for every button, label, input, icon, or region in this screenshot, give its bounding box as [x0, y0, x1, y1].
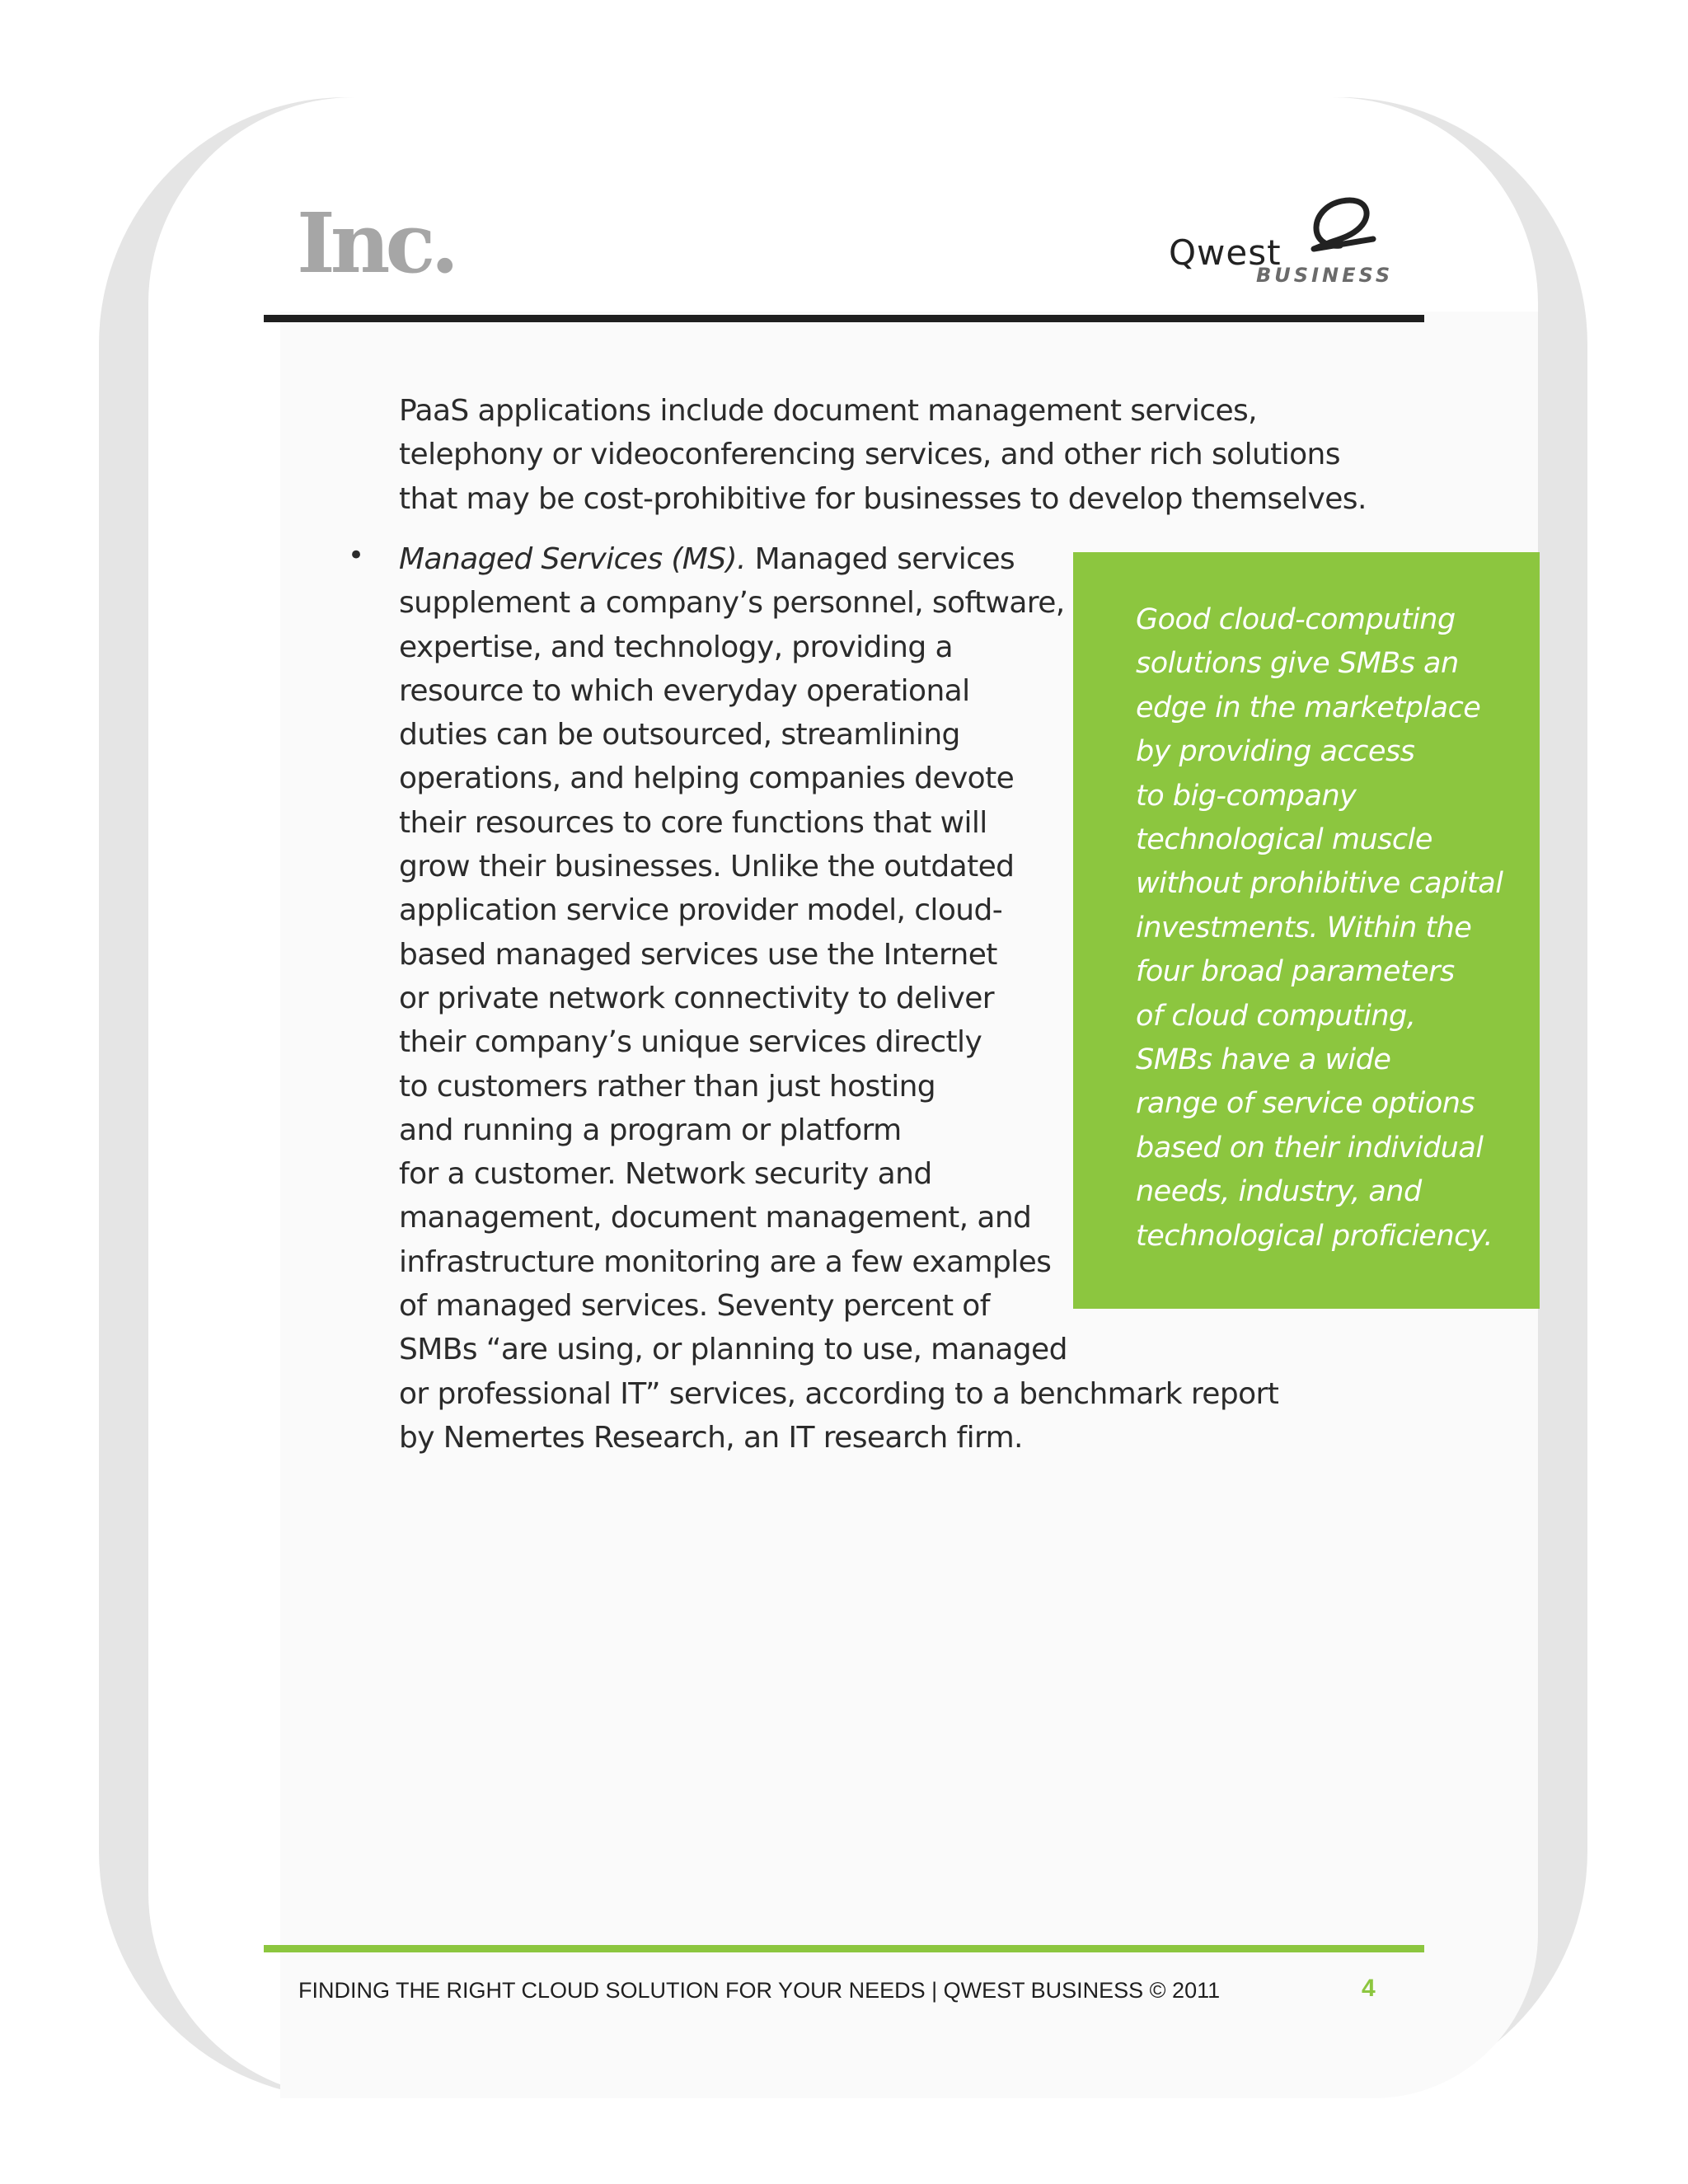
paragraph-line: by Nemertes Research, an IT research firm.	[399, 1420, 1023, 1455]
paragraph-line: their company’s unique services directly	[399, 1025, 982, 1060]
paragraph-line: for a customer. Network security and	[399, 1157, 932, 1192]
pull-quote-line: SMBs have a wide	[1136, 1043, 1391, 1077]
pull-quote-line: edge in the marketplace	[1136, 691, 1481, 724]
qwest-logo-business: BUSINESS	[1256, 264, 1394, 287]
pull-quote-line: investments. Within the	[1136, 911, 1472, 944]
pull-quote-line: without prohibitive capital	[1136, 867, 1503, 901]
qwest-business-logo	[1169, 191, 1394, 290]
pull-quote-line: Good cloud-computing	[1136, 603, 1456, 636]
paragraph-line: supplement a company’s personnel, software,	[399, 586, 1065, 621]
paragraph-line: resource to which everyday operational	[399, 673, 970, 708]
paragraph-line: to customers rather than just hosting	[399, 1069, 936, 1104]
pull-quote-text	[1136, 598, 1540, 1258]
paragraph-line: infrastructure monitoring are a few examples	[399, 1244, 1052, 1279]
managed-services-term: Managed Services (MS).	[399, 542, 746, 576]
header-divider	[264, 315, 1424, 322]
pull-quote-line: of cloud computing,	[1136, 999, 1416, 1033]
pull-quote-line: four broad parameters	[1136, 955, 1455, 989]
footer-divider	[264, 1945, 1424, 1952]
pull-quote-line: technological muscle	[1136, 823, 1432, 857]
pull-quote-line: needs, industry, and	[1136, 1175, 1422, 1209]
paragraph-line: operations, and helping companies devote	[399, 762, 1015, 796]
paragraph-line: duties can be outsourced, streamlining	[399, 718, 960, 752]
pull-quote-callout	[1073, 552, 1540, 1309]
qwest-q-swoosh-icon	[1291, 191, 1390, 257]
qwest-logo-word: Qwest	[1169, 232, 1282, 273]
paragraph-line: SMBs “are using, or planning to use, managed	[399, 1333, 1067, 1367]
inc-logo: Inc.	[297, 194, 455, 292]
page-number: 4	[1362, 1975, 1376, 2002]
paragraph-line: grow their businesses. Unlike the outdated	[399, 850, 1015, 884]
paragraph-line: their resources to core functions that will	[399, 805, 987, 840]
pull-quote-line: range of service options	[1136, 1087, 1475, 1121]
paragraph-line: Managed services	[745, 542, 1015, 576]
pull-quote-line: solutions give SMBs an	[1136, 647, 1459, 681]
paragraph-line: or private network connectivity to deliver	[399, 981, 994, 1015]
paragraph-line: management, document management, and	[399, 1201, 1032, 1235]
paragraph-line: based managed services use the Internet	[399, 937, 997, 972]
intro-paragraph: PaaS applications include document management services, telephony or videoconferencing services, and other rich solutions that may be cost-prohibitive for businesses to develop themselves.	[399, 394, 1367, 516]
pull-quote-line: to big-company	[1136, 779, 1357, 813]
bullet-marker: •	[348, 539, 365, 572]
pull-quote-line: by providing access	[1136, 735, 1415, 769]
paragraph-line: or professional IT” services, according to a benchmark report	[399, 1376, 1279, 1411]
paragraph-line: of managed services. Seventy percent of	[399, 1289, 990, 1324]
paragraph-line: expertise, and technology, providing a	[399, 630, 953, 664]
footer-text: FINDING THE RIGHT CLOUD SOLUTION FOR YOUR NEEDS | QWEST BUSINESS © 2011	[298, 1978, 1221, 2003]
paragraph-line: application service provider model, cloud-	[399, 893, 1003, 928]
paragraph-line: and running a program or platform	[399, 1113, 902, 1147]
pull-quote-line: technological proficiency.	[1136, 1219, 1493, 1253]
pull-quote-line: based on their individual	[1136, 1131, 1484, 1165]
